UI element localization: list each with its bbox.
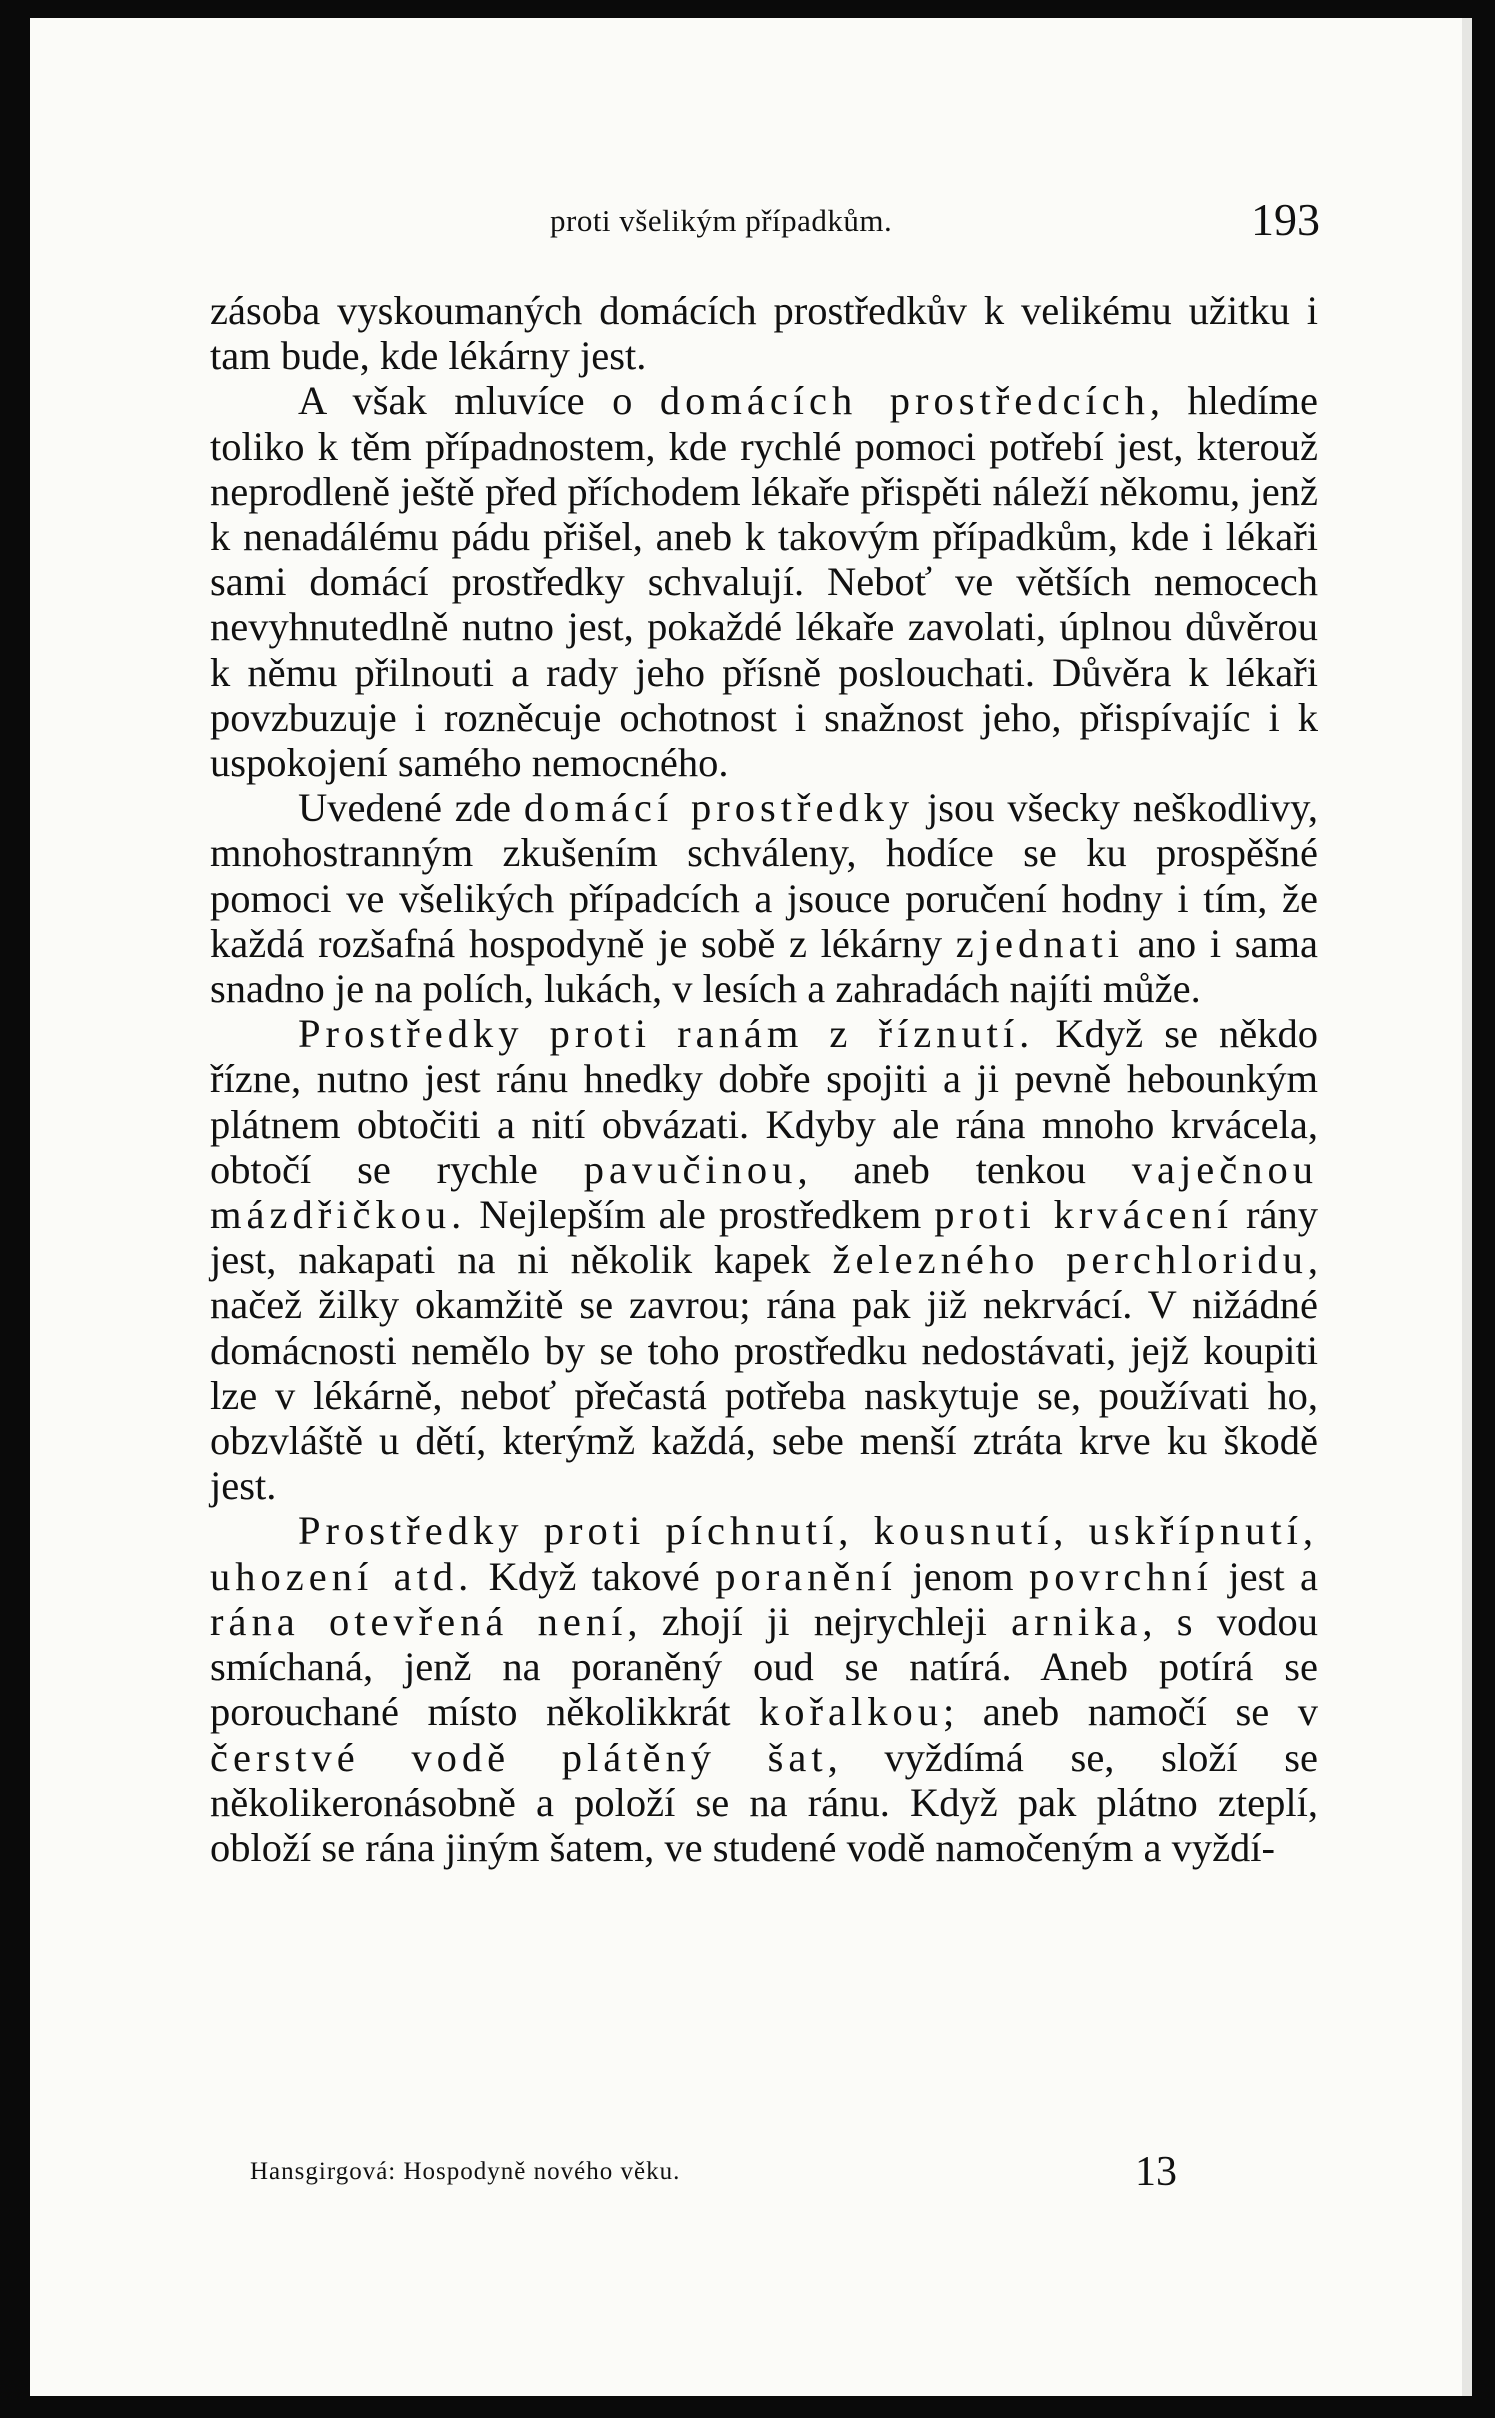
text-run: A však mluvíce o [298,378,660,424]
text-run: Když se někdo řízne, nutno jest ránu hnedky dobře spojiti a ji pevně hebounkým plátnem obtočiti a nití obvázati. Kdyby ale rána mnoho krvácela, obtočí se rychle [210,1011,1318,1192]
emphasis-run: povrchní [1028,1553,1213,1599]
emphasis-run: vaječnou mázdřičkou. [210,1146,1318,1238]
body-text [210,288,1318,1870]
emphasis-run: čerstvé vodě plátěný šat [210,1734,828,1780]
section-heading: Prostředky proti píchnutí, kousnutí, uskřípnutí, uhození atd. [210,1508,1318,1599]
text-run: ano i sama snadno je na polích, lukách, v lesích a zahradách najíti může. [210,920,1318,1012]
paragraph-5 [210,1508,1318,1870]
text-run: jsou všecky neškodlivy, mnohostranným zkušením schváleny, hodíce se ku prospěšné pomoci ve všelikých případcích a jsouce poručení hodny i tím, že každá rozšafná hospodyně je sobě z lékárny [210,785,1318,966]
emphasis-run: proti krvácení [934,1192,1234,1238]
text-run: , načež žilky okamžitě se zavrou; rána pak již nekrvácí. V nižádné domácnosti nemělo by se toho prostředku nedostávati, jejž koupiti lze v lékárně, neboť přečastá potřeba naskytuje se, používati ho, obzvláště u dětí, kterýmž každá, sebe menší ztráta krve ku škodě jest. [210,1237,1318,1509]
text-run: , aneb tenkou [797,1146,1132,1192]
running-title: proti všelikým případkům. [550,203,893,238]
text-run: Když takové [473,1553,716,1599]
text-run: , vyždímá se, složí se několikeronásobně a položí se na ránu. Když pak plátno zteplí, obloží se rána jiným šatem, ve studené vodě namočeným a vyždí- [210,1734,1318,1870]
text-run: jenom [896,1553,1029,1599]
paragraph-2 [210,378,1318,785]
emphasis-run: pavučinou [583,1146,798,1192]
emphasis-run: domácích prostředcích [659,378,1150,424]
paragraph-3 [210,785,1318,1011]
text-run: Uvedené zde [298,785,524,831]
text-run: rány jest, nakapati na ni několik kapek [210,1192,1318,1283]
emphasis-run: železného perchloridu [832,1237,1308,1283]
emphasis-run: arnika [1011,1598,1143,1644]
signature-line: Hansgirgová: Hospodyně nového věku. [250,2158,681,2185]
text-run: ; aneb namočí se v [942,1689,1318,1735]
text-run: Nejlepším ale prostředkem [466,1192,935,1238]
section-heading: Prostředky proti ranám z říznutí. [298,1011,1035,1057]
paragraph-4 [210,1011,1318,1508]
book-page [30,18,1472,2396]
page-number: 193 [1251,194,1320,245]
page-header [550,194,1320,245]
paragraph-1 [210,288,1318,378]
text-run: jest a [1212,1553,1318,1599]
emphasis-run: rána otevřená není [210,1598,628,1644]
text-run: zásoba vyskoumaných domácích prostředkův k velikému užitku i tam bude, kde lékárny jest. [210,288,1318,379]
text-run: , zhojí ji nejrychleji [627,1598,1012,1644]
emphasis-run: poranění [715,1553,897,1599]
page-footer [250,2149,1177,2200]
emphasis-run: domácí prostředky [523,785,915,831]
emphasis-run: zjednati [955,920,1124,966]
emphasis-run: kořalkou [758,1689,943,1735]
sheet-number: 13 [1135,2149,1177,2195]
text-run: , s vodou smíchaná, jenž na poraněný oud se natírá. Aneb potírá se porouchané místo několikkrát [210,1598,1318,1735]
text-run: , hledíme toliko k těm případnostem, kde rychlé pomoci potřebí jest, kterouž neprodleně ještě před příchodem lékaře přispěti náleží někomu, jenž k nenadálému pádu přišel, aneb k takovým případkům, kde i lékaři sami domácí prostředky schvalují. Neboť ve větších nemocech nevyhnutedlně nutno jest, pokaždé lékaře zavolati, úplnou důvěrou k němu přilnouti a rady jeho přísně poslouchati. Důvěra k lékaři povzbuzuje i rozněcuje ochotnost i snažnost jeho, přispívajíc i k uspokojení samého nemocného. [210,378,1318,786]
